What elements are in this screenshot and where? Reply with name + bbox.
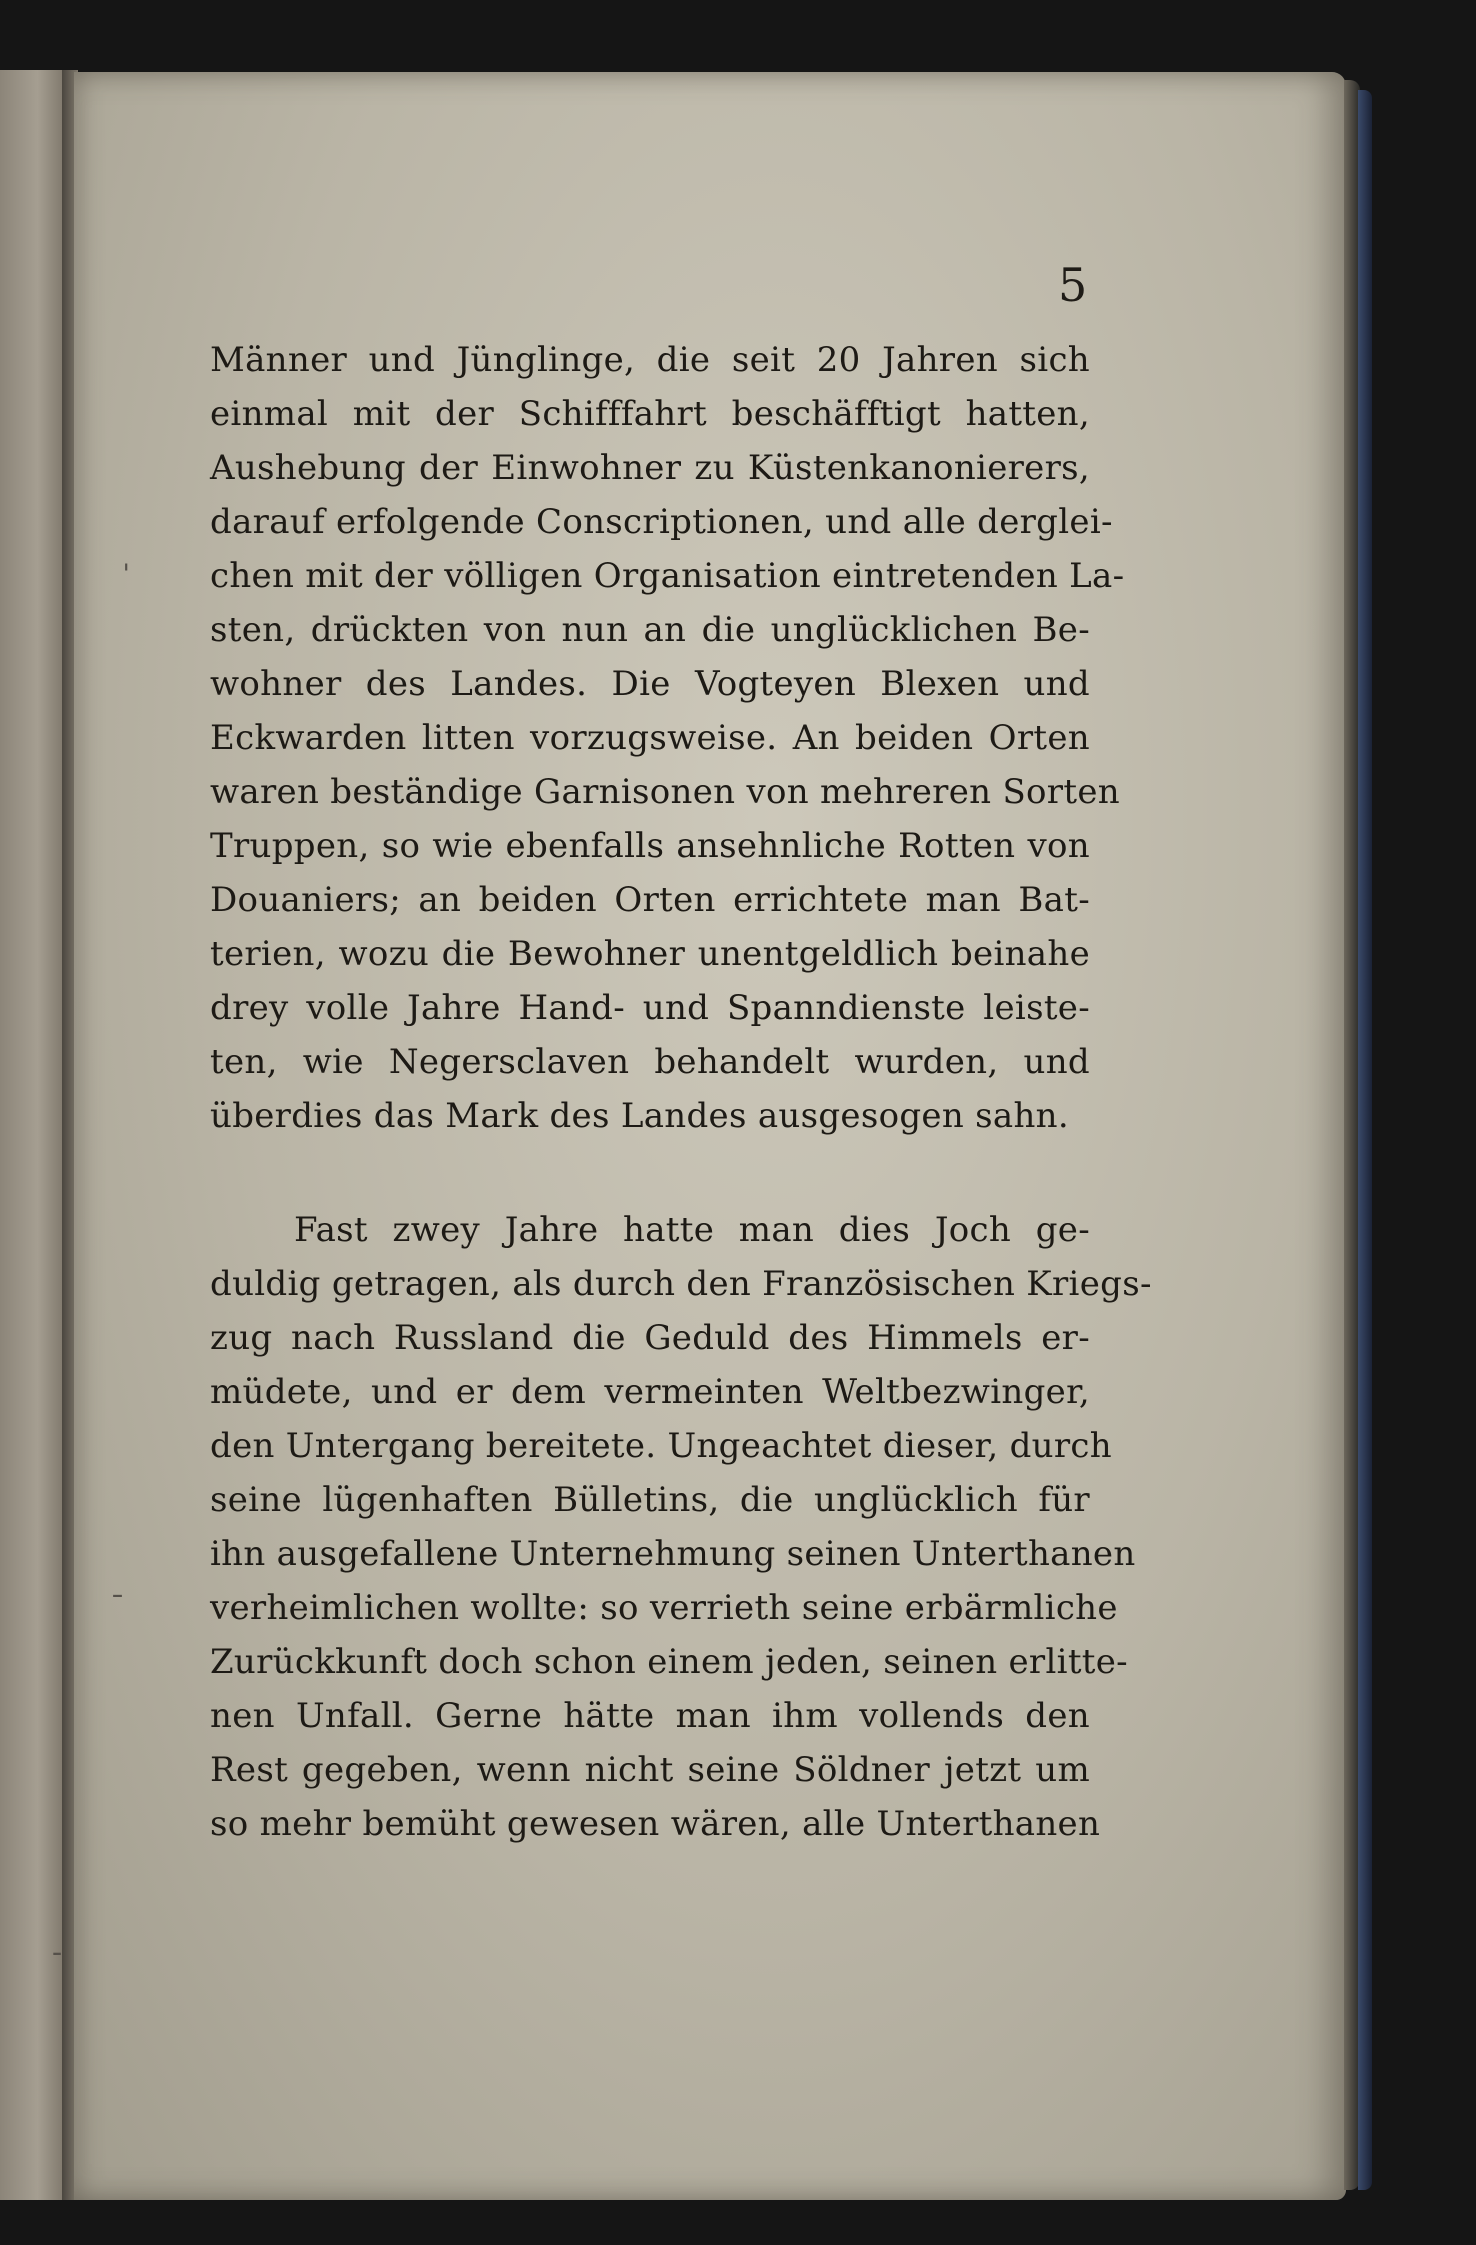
text-line: sten, drückten von nun an die unglücklichen Be- xyxy=(210,610,1090,650)
text-line: ten, wie Negersclaven behandelt wurden, und xyxy=(210,1042,1090,1082)
margin-tick-mark: ˉ xyxy=(110,1590,125,1625)
text-line: Douaniers; an beiden Orten errichtete man Bat- xyxy=(210,880,1090,920)
text-line: Zurückkunft doch schon einem jeden, seinen erlitte- xyxy=(210,1642,1128,1682)
text-line: drey volle Jahre Hand- und Spanndienste leiste- xyxy=(210,988,1090,1028)
text-line: Männer und Jünglinge, die seit 20 Jahren sich xyxy=(210,340,1090,380)
text-line: chen mit der völligen Organisation eintretenden La- xyxy=(210,556,1125,596)
text-line: seine lügenhaften Bülletins, die unglücklich für xyxy=(210,1480,1090,1520)
text-line: müdete, und er dem vermeinten Weltbezwinger, xyxy=(210,1372,1090,1412)
page-number: 5 xyxy=(1058,258,1088,312)
text-line: Aushebung der Einwohner zu Küstenkanonierers, xyxy=(210,448,1090,488)
paragraph-gap xyxy=(210,1143,1090,1203)
text-line: einmal mit der Schifffahrt beschäfftigt hatten, xyxy=(210,394,1090,434)
text-line: Eckwarden litten vorzugsweise. An beiden Orten xyxy=(210,718,1090,758)
facing-page-edge xyxy=(0,70,68,2200)
text-line: den Untergang bereitete. Ungeachtet dieser, durch xyxy=(210,1426,1112,1466)
text-line: verheimlichen wollte: so verrieth seine erbärmliche xyxy=(210,1588,1118,1628)
text-line: terien, wozu die Bewohner unentgeldlich beinahe xyxy=(210,934,1090,974)
text-line: darauf erfolgende Conscriptionen, und alle derglei- xyxy=(210,502,1113,542)
text-line: duldig getragen, als durch den Französischen Kriegs- xyxy=(210,1264,1152,1304)
text-line: Truppen, so wie ebenfalls ansehnliche Rotten von xyxy=(210,826,1090,866)
margin-tick-mark: - xyxy=(52,1935,63,1970)
text-line: waren beständige Garnisonen von mehreren Sorten xyxy=(210,772,1120,812)
margin-tick-mark: ˌ xyxy=(122,540,131,575)
paragraph-1 xyxy=(210,333,1125,1143)
text-line: zug nach Russland die Geduld des Himmels er- xyxy=(210,1318,1090,1358)
text-line: Fast zwey Jahre hatte man dies Joch ge- xyxy=(294,1210,1090,1250)
text-line: nen Unfall. Gerne hätte man ihm vollends den xyxy=(210,1696,1090,1736)
text-line: wohner des Landes. Die Vogteyen Blexen und xyxy=(210,664,1090,704)
paragraph-2 xyxy=(210,1203,1152,1851)
text-line: so mehr bemüht gewesen wären, alle Unterthanen xyxy=(210,1804,1101,1844)
text-line: überdies das Mark des Landes ausgesogen sahn. xyxy=(210,1096,1069,1136)
text-line: Rest gegeben, wenn nicht seine Söldner jetzt um xyxy=(210,1750,1090,1790)
book-cover-edge xyxy=(1358,90,1372,2190)
body-text xyxy=(210,333,1152,1851)
text-line: ihn ausgefallene Unternehmung seinen Unterthanen xyxy=(210,1534,1136,1574)
